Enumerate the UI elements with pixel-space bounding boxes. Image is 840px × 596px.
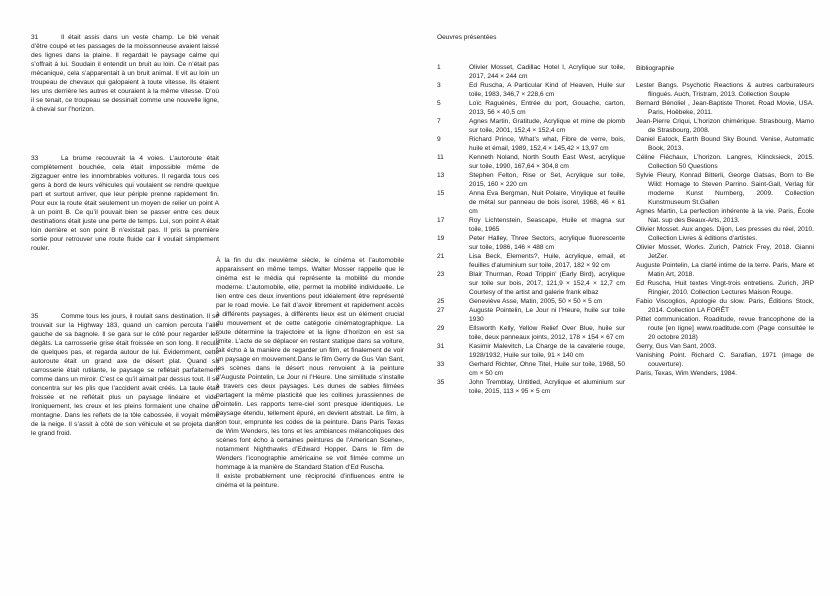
work-text: Lisa Beck, Elements?, Huile, acrylique, email, et feuilles d’aluminium sur toile, 2017, 182 × 92 cm	[469, 253, 625, 269]
paragraph-35	[31, 312, 219, 438]
narrative-column	[31, 33, 219, 573]
work-number: 17	[437, 217, 445, 224]
work-text: Geneviève Asse, Matin, 2005, 50 × 50 × 5 cm	[469, 298, 603, 305]
essay-column	[216, 256, 404, 576]
bibliography-entry: Bernard Bénoliel , Jean-Baptiste Thoret. Road Movie, USA. Paris, Hoëbeke, 2011.	[636, 100, 814, 116]
work-number: 19	[437, 235, 445, 242]
work-text: Kenneth Noland, North South East West, acrylique sur toile, 1990, 167,64 × 304,8 cm	[469, 154, 625, 170]
work-text: Olivier Mosset, Cadillac Hotel I, Acrylique sur toile, 2017, 244 × 244 cm	[469, 64, 625, 80]
work-text: Peter Halley, Three Sectors, acrylique fluorescente sur toile, 1986, 146 × 488 cm	[469, 235, 625, 251]
bibliography-entry: Daniel Eatock, Earth Bound Sky Bound. Venise, Automatic Book, 2013.	[636, 136, 814, 152]
work-number: 25	[437, 298, 445, 305]
work-item	[437, 378, 625, 396]
work-item	[437, 342, 625, 360]
work-number: 15	[437, 190, 445, 197]
bibliography-entry: Gerry, Gus Van Sant, 2003.	[636, 343, 717, 350]
bibliography-entry: Jean-Pierre Criqui, L’horizon chimérique. Strasbourg, Mamo de Strasbourg, 2008.	[636, 118, 814, 134]
works-list	[437, 63, 625, 396]
bibliography-entry: Ed Ruscha, Huit textes Vingt-trois entretiens. Zurich, JRP Ringier, 2010. Collection Lectures Maison Rouge.	[636, 280, 814, 296]
work-item	[437, 270, 625, 297]
paragraph-number: 33	[31, 155, 39, 162]
essay-paragraph: À la fin du dix neuvième siècle, le cinéma et l’automobile apparaissent en même temps. Walter Mosser rappelle que le cinéma est le média qui représente la mobilité du monde moderne. L’automobile, elle, permet la mobilité individuelle. Le lien entre ces deux inventions peut idéalement être représenté par le road movie. Le fait d’avoir librement et rapidement accès à différents paysages, à différents lieux est un élément crucial du mouvement et de cette catégorie cinématographique. La route détermine la trajectoire et la ligne d’horizon en est sa limite. L’acte de se déplacer en restant statique dans sa voiture, fait écho à la manière de regarder un film, et finalement de voir un paysage en mouvement.Dans le film Gerry de Gus Van Sant, les scènes dans le désert nous renvoient à la peinture d’Auguste Pointelin, Le Jour ni l’Heure. Une similitude s’installe à travers ces deux paysages. Les dunes de sables filmées partagent la même plasticité que les collines jurassiennes de Pointelin. Les rapports terre-ciel sont presque identiques. Le paysage étendu, tellement épuré, en devient abstrait. Le film, à son tour, emprunte les codes de la peinture. Dans Paris Texas de Wim Wenders, les tons et les ambiances mélancoliques des scènes font écho à certaines peintures de l’American Scene», notamment Nighthawks d’Edward Hopper. Dans le film de Wenders l’iconographie américaine se voit filmée comme un hommage à la manière de Standard Station d’Ed Ruscha.	[216, 257, 404, 471]
work-text: Auguste Pointelin, Le Jour ni l’Heure, huile sur toile 1930	[469, 307, 625, 323]
bibliography-entry: Céline Fléchaux, L’horizon. Langres, Klincksieck, 2015. Collection 50 Questions	[636, 154, 814, 170]
paragraph-31	[31, 33, 219, 114]
work-number: 31	[437, 343, 445, 350]
work-text: Loïc Raguénès, Entrée du port, Gouache, carton, 2013, 56 × 40,5 cm	[469, 100, 625, 116]
work-item	[437, 306, 625, 324]
work-text: Anna Eva Bergman, Nuit Polaire, Vinylique et feuille de métal sur panneau de bois isorel, 1968, 46 × 61 cm	[469, 190, 625, 215]
work-item	[437, 63, 625, 81]
work-item	[437, 135, 625, 153]
paragraph-text: Il était assis dans un veste champ. Le blé venait d’être coupé et les passages de la moissonneuse avaient laissé des lignes dans la plaine. Il regardait le paysage calme qui s’offrait à lui. Soudain il entendit un bruit au loin. Ce n’était pas mécanique, cela s’apparentait à un bruit animal. Il vit au loin un troupeau de chevaux qui galopaient à toute vitesse. Ils étaient les uns derrière les autres et couraient à la même vitesse. D’où il se tenait, ce troupeau se dessinait comme une nouvelle ligne, à cheval sur l’horizon.	[31, 34, 219, 113]
work-number: 27	[437, 307, 445, 314]
bibliography-entry: Paris, Texas, Wim Wenders, 1984.	[636, 370, 737, 377]
work-item	[437, 153, 625, 171]
work-item	[437, 189, 625, 216]
bibliography-list	[636, 81, 814, 378]
work-item	[437, 252, 625, 270]
work-number: 23	[437, 271, 445, 278]
paragraph-text: Comme tous les jours, il roulait sans destination. Il se trouvait sur la Highway 183, quand un camion percuta l’aile gauche de sa bagnole. Il se gara sur le côté pour regarder les dégâts. La carrosserie grise était froissée en son long. Il recula de quelques pas, et regarda autour de lui. Évidemment, cette autoroute était un grand axe de désert plat. Quand sa carrosserie était rutilante, le paysage se reflétait parfaitement comme dans un miroir. C’est ce qu’il aimait par dessus tout. Il se concentra sur les plis que l’accident avait créés. La taule était froissée et ne reflétait plus un paysage linéaire et vide. Ironiquement, les creux et les pleins formaient une chaîne de montagne. Dans les reflets de la tôle cabossée, il voyait même de la neige. Il s’assit à côté de son véhicule et se projeta dans le grand froid.	[31, 313, 219, 437]
work-item	[437, 360, 625, 378]
work-text: John Tremblay, Untitled, Acrylique et aluminium sur toile, 2015, 113 × 95 × 5 cm	[469, 379, 625, 395]
work-number: 5	[437, 100, 441, 107]
work-number: 11	[437, 154, 444, 161]
bibliography-heading: Bibliographie	[636, 65, 675, 72]
work-text: Richard Prince, What’s what, Fibre de verre, bois, huile et émail, 1989, 152,4 × 145,42 × 13,97 cm	[469, 136, 625, 152]
paragraph-number: 35	[31, 313, 39, 320]
work-item	[437, 99, 625, 117]
work-number: 1	[437, 64, 441, 71]
bibliography-column	[636, 64, 814, 564]
work-number: 9	[437, 136, 441, 143]
bibliography-entry: Agnes Martin, La perfection inhérente à la vie. Paris, École Nat. sup des Beaux-Arts, 2013.	[636, 208, 814, 224]
work-text: Ed Ruscha, A Particular Kind of Heaven, Huile sur toile, 1983, 346,7 × 228,6 cm	[469, 82, 625, 98]
paragraph-33	[31, 154, 219, 253]
work-text: Blair Thurman, Road Trippin’ (Early Bird), acrylique sur toile sur bois, 2017, 121,9 × 152,4 × 12,7 cm Courtesy of the artist and galerie frank elbaz	[469, 271, 625, 296]
work-item	[437, 216, 625, 234]
bibliography-entry: Pittet communication. Roaditude, revue francophone de la route [en ligne] www.roaditude.com (Page consultée le 20 octobre 2018)	[636, 316, 814, 341]
bibliography-entry: Olivier Mosset, Works. Zurich, Patrick Frey, 2018. Gianni JetZer.	[636, 244, 814, 260]
work-item	[437, 117, 625, 135]
work-number: 13	[437, 172, 445, 179]
work-item	[437, 234, 625, 252]
works-column	[437, 33, 625, 573]
works-heading: Oeuvres présentées	[437, 34, 497, 41]
bibliography-entry: Vanishing Point. Richard C. Sarafian, 1971 (image de couverture).	[636, 352, 814, 368]
bibliography-entry: Sylvie Fleury, Konrad Bitterli, George Gatsas, Born to Be Wild: Homage to Steven Parrino. Saint-Gall, Verlag für moderne Kunst Nurnberg, 2009. Collection Kunstmuseum St.Gallen	[636, 172, 814, 206]
bibliography-entry: Auguste Pointelin, La clarté intime de la terre. Paris, Mare et Matin Art, 2018.	[636, 262, 814, 278]
work-item	[437, 324, 625, 342]
work-number: 35	[437, 379, 445, 386]
work-text: Agnes Martin, Gratitude, Acrylique et mine de plomb sur toile, 2001, 152,4 × 152,4 cm	[469, 118, 625, 134]
essay-paragraph: Il existe probablement une réciprocité d’influences entre le cinéma et la peinture.	[216, 473, 404, 489]
work-item	[437, 171, 625, 189]
bibliography-entry: Olivier Mosset. Aux anges. Dijon, Les presses du réel, 2010. Collection Livres & éditions d’artistes.	[636, 226, 814, 242]
work-item	[437, 297, 625, 306]
work-text: Gerhard Richter, Ohne Titel, Huile sur toile, 1968, 50 cm × 50 cm	[469, 361, 625, 377]
work-number: 7	[437, 118, 441, 125]
paragraph-text: La brume recouvrait la 4 voies. L’autoroute était complètement bouchée, cela était impossible même de zigzaguer entre les innombrables voitures. Il regarda tous ces gens à bord de leurs véhicules qui voulaient se rendre quelque part et surtout arriver, que leur périple prenne rapidement fin. Pour eux la route était seulement un moyen de relier un point A à un point B. Ce qu’il pouvait bien se passer entre ces deux destinations était juste une perte de temps. Lui, son point A était loin derrière et son point B n’existait pas. Il pris la première sortie pour retrouver une route fluide car il voulait simplement rouler.	[31, 155, 219, 252]
work-number: 33	[437, 361, 445, 368]
bibliography-entry: Lester Bangs. Psychotic Reactions & autres carburateurs flingués. Auch, Tristram, 2013. Collection Souple	[636, 82, 814, 98]
work-text: Kasimir Malevitch, La Charge de la cavalerie rouge, 1928/1932, Huile sur toile, 91 × 140 cm	[469, 343, 625, 359]
work-number: 21	[437, 253, 445, 260]
work-number: 3	[437, 82, 441, 89]
paragraph-number: 31	[31, 34, 39, 41]
work-text: Stephen Felton, Rise or Set, Acrylique sur toile, 2015, 160 × 220 cm	[469, 172, 625, 188]
work-text: Roy Lichtenstein, Seascape, Huile et magna sur toile, 1965	[469, 217, 625, 233]
work-number: 29	[437, 325, 445, 332]
bibliography-entry: Fabio Viscoglios, Apologie du slow. Paris, Éditions Stock, 2014. Collection LA FORÊT	[636, 298, 814, 314]
work-item	[437, 81, 625, 99]
work-text: Ellsworth Kelly, Yellow Relief Over Blue, huile sur toile, deux panneaux joints, 2012, 178 × 154 × 67 cm	[469, 325, 625, 341]
